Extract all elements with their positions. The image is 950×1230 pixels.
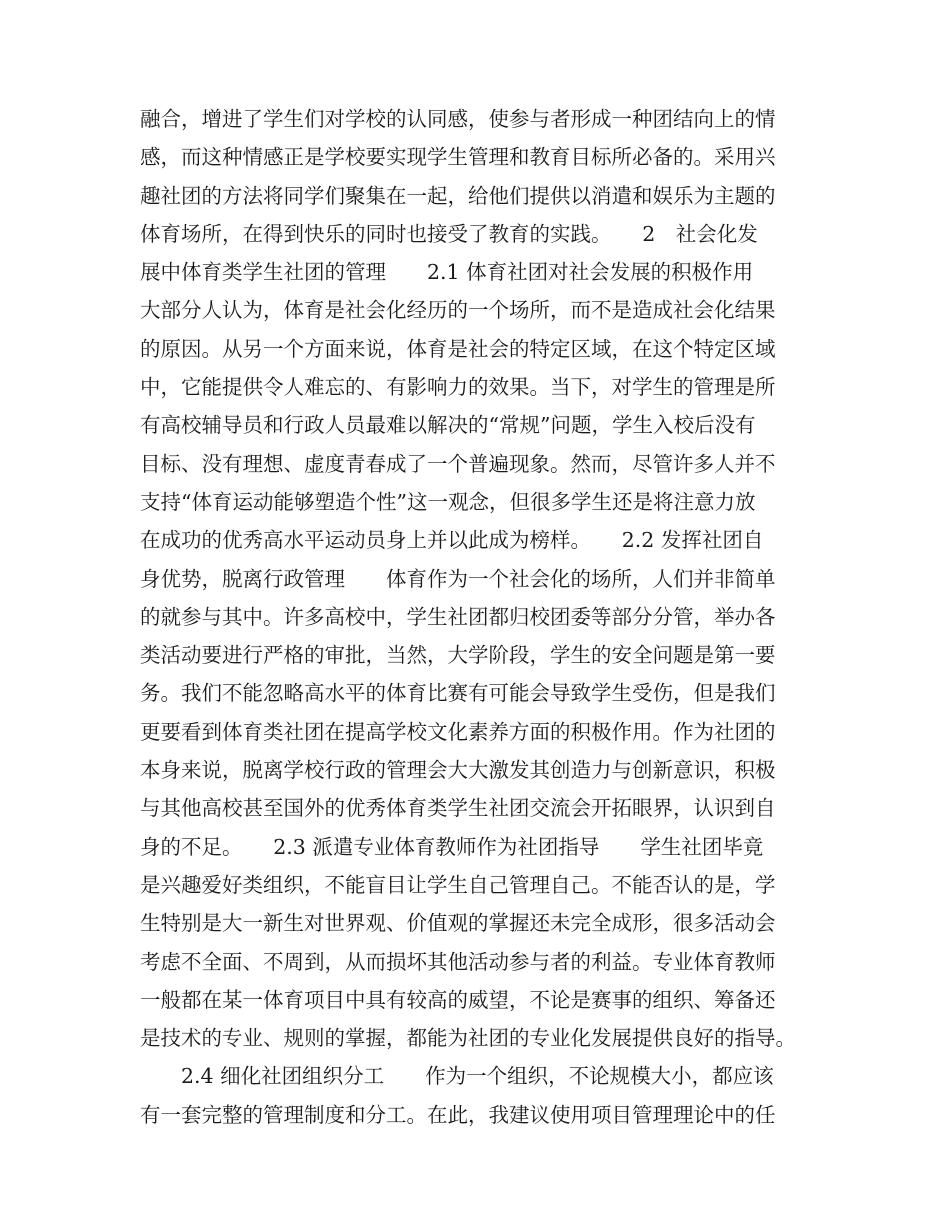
text-line: 有一套完整的管理制度和分工。在此，我建议使用项目管理理论中的任 — [140, 1102, 776, 1127]
text-line: 展中体育类学生社团的管理 2.1 体育社团对社会发展的积极作用 — [140, 260, 754, 285]
text-line: 的就参与其中。许多高校中，学生社团都归校团委等部分分管，举办各 — [140, 604, 776, 629]
text-line: 有高校辅导员和行政人员最难以解决的“常规”问题，学生入校后没有 — [140, 413, 756, 438]
text-line: 趣社团的方法将同学们聚集在一起，给他们提供以消遣和娱乐为主题的 — [140, 183, 776, 208]
text-line: 与其他高校甚至国外的优秀体育类学生社团交流会开拓眼界，认识到自 — [140, 796, 776, 821]
text-line: 支持“体育运动能够塑造个性”这一观念，但很多学生还是将注意力放 — [140, 489, 756, 514]
text-line: 2.4 细化社团组织分工 作为一个组织，不论规模大小，都应该 — [140, 1064, 774, 1089]
text-line: 一般都在某一体育项目中具有较高的威望，不论是赛事的组织、筹备还 — [140, 987, 776, 1012]
text-line: 目标、没有理想、虚度青春成了一个普遍现象。然而，尽管许多人并不 — [140, 451, 776, 476]
text-line: 大部分人认为，体育是社会化经历的一个场所，而不是造成社会化结果 — [140, 298, 776, 323]
text-line: 本身来说，脱离学校行政的管理会大大激发其创造力与创新意识，积极 — [140, 758, 776, 783]
text-line: 身的不足。 2.3 派遣专业体育教师作为社团指导 学生社团毕竟 — [140, 834, 764, 859]
text-line: 在成功的优秀高水平运动员身上并以此成为榜样。 2.2 发挥社团自 — [140, 528, 764, 553]
text-line: 生特别是大一新生对世界观、价值观的掌握还未完全成形，很多活动会 — [140, 911, 776, 936]
text-line: 融合，增进了学生们对学校的认同感，使参与者形成一种团结向上的情 — [140, 107, 776, 131]
text-line: 感，而这种情感正是学校要实现学生管理和教育目标所必备的。采用兴 — [140, 145, 776, 170]
text-line: 体育场所，在得到快乐的同时也接受了教育的实践。 2 社会化发 — [140, 221, 758, 246]
text-line: 中，它能提供令人难忘的、有影响力的效果。当下，对学生的管理是所 — [140, 375, 776, 400]
text-line: 是兴趣爱好类组织，不能盲目让学生自己管理自己。不能否认的是，学 — [140, 872, 776, 897]
text-line: 务。我们不能忽略高水平的体育比赛有可能会导致学生受伤，但是我们 — [140, 681, 776, 706]
text-line: 的原因。从另一个方面来说，体育是社会的特定区域，在这个特定区域 — [140, 336, 776, 361]
body-text — [140, 100, 820, 1134]
text-line: 考虑不全面、不周到，从而损坏其他活动参与者的利益。专业体育教师 — [140, 949, 776, 974]
text-line: 类活动要进行严格的审批，当然，大学阶段，学生的安全问题是第一要 — [140, 643, 776, 668]
text-line: 是技术的专业、规则的掌握，都能为社团的专业化发展提供良好的指导。 — [140, 1026, 796, 1051]
text-line: 更要看到体育类社团在提高学校文化素养方面的积极作用。作为社团的 — [140, 719, 776, 744]
text-line: 身优势，脱离行政管理 体育作为一个社会化的场所，人们并非简单 — [140, 566, 776, 591]
